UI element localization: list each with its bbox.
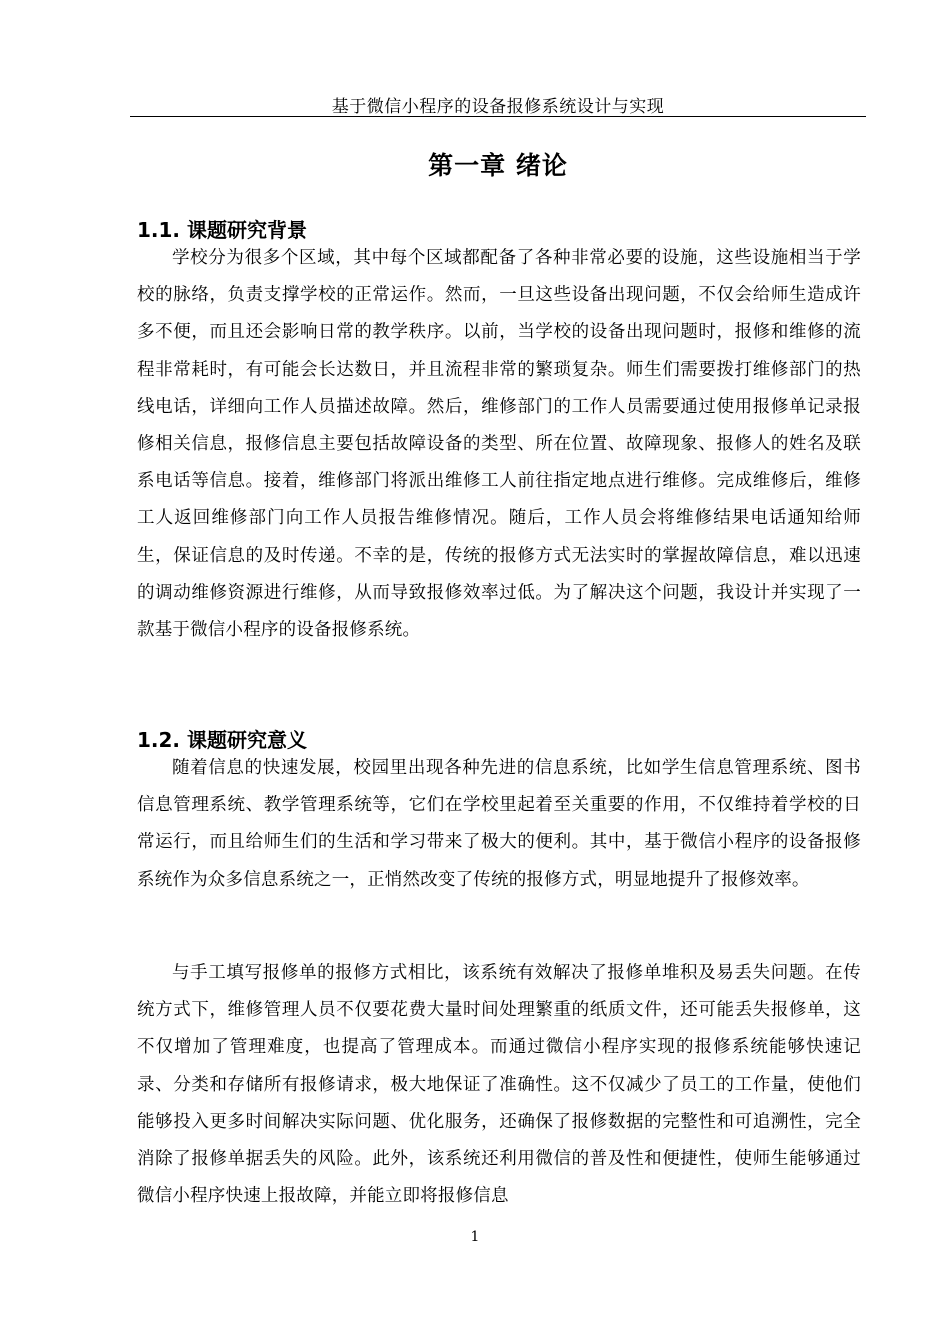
section-heading-1-1: 1.1. 课题研究背景 — [137, 218, 307, 242]
paragraph-significance-2: 与手工填写报修单的报修方式相比，该系统有效解决了报修单堆积及易丢失问题。在传统方式下，维修管理人员不仅要花费大量时间处理繁重的纸质文件，还可能丢失报修单，这不仅增加了管理难度，也提高了管理成本。而通过微信小程序实现的报修系统能够快速记录、分类和存储所有报修请求，极大地保证了准确性。这不仅减少了员工的工作量，使他们能够投入更多时间解决实际问题、优化服务，还确保了报修数据的完整性和可追溯性，完全消除了报修单据丢失的风险。此外，该系统还利用微信的普及性和便捷性，使师生能够通过微信小程序快速上报故障，并能立即将报修信息 — [137, 963, 861, 1207]
header-rule — [130, 116, 866, 117]
paragraph-background: 学校分为很多个区域，其中每个区域都配备了各种非常必要的设施，这些设施相当于学校的脉络，负责支撑学校的正常运作。然而，一旦这些设备出现问题，不仅会给师生造成许多不便，而且还会影响日常的教学秩序。以前，当学校的设备出现问题时，报修和维修的流程非常耗时，有可能会长达数日，并且流程非常的繁琐复杂。师生们需要拨打维修部门的热线电话，详细向工作人员描述故障。然后，维修部门的工作人员需要通过使用报修单记录报修相关信息，报修信息主要包括故障设备的类型、所在位置、故障现象、报修人的姓名及联系电话等信息。接着，维修部门将派出维修工人前往指定地点进行维修。完成维修后，维修工人返回维修部门向工作人员报告维修情况。随后，工作人员会将维修结果电话通知给师生，保证信息的及时传递。不幸的是，传统的报修方式无法实时的掌握故障信息，难以迅速的调动维修资源进行维修，从而导致报修效率过低。为了解决这个问题，我设计并实现了一款基于微信小程序的设备报修系统。 — [137, 248, 861, 641]
page-number: 1 — [470, 1229, 480, 1245]
paragraph-significance-1: 随着信息的快速发展，校园里出现各种先进的信息系统，比如学生信息管理系统、图书信息管理系统、教学管理系统等，它们在学校里起着至关重要的作用，不仅维持着学校的日常运行，而且给师生们的生活和学习带来了极大的便利。其中，基于微信小程序的设备报修系统作为众多信息系统之一，正悄然改变了传统的报修方式，明显地提升了报修效率。 — [137, 758, 861, 890]
section-heading-1-2: 1.2. 课题研究意义 — [137, 728, 307, 752]
running-header: 基于微信小程序的设备报修系统设计与实现 — [331, 97, 665, 117]
chapter-title: 第一章 绪论 — [428, 151, 568, 180]
